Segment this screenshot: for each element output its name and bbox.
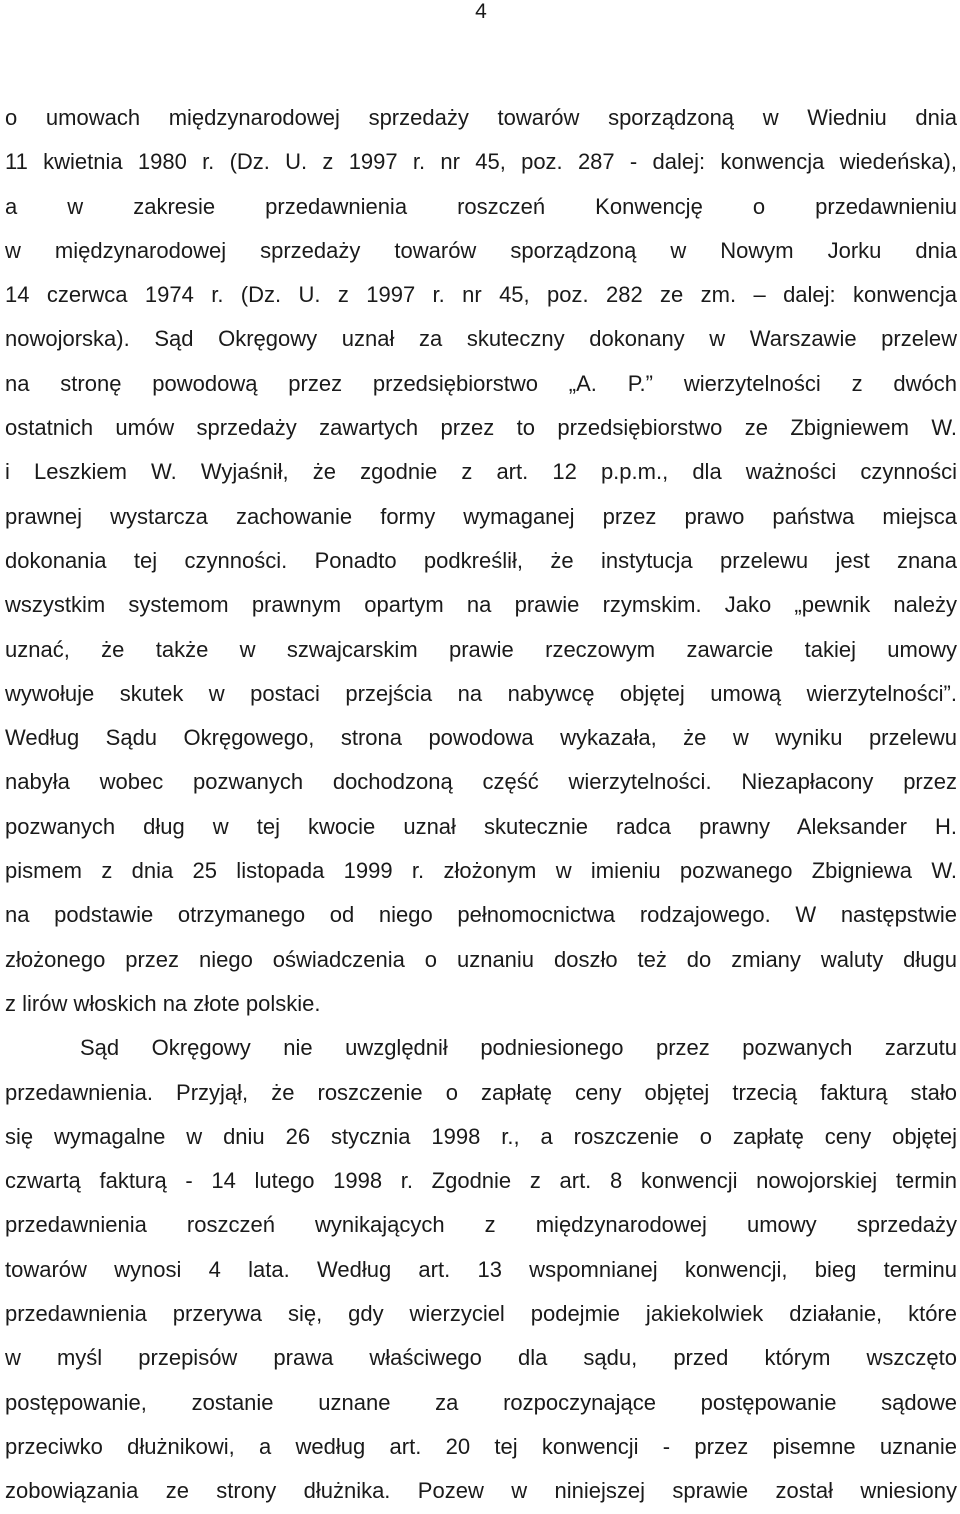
text-line: a w zakresie przedawnienia roszczeń Konwencję o przedawnieniu bbox=[5, 193, 957, 219]
text-line: przedawnienia roszczeń wynikających z międzynarodowej umowy sprzedaży bbox=[5, 1212, 957, 1238]
paragraph-last-line: z lirów włoskich na złote polskie. bbox=[5, 990, 321, 1016]
text-line: nowojorska). Sąd Okręgowy uznał za skuteczny dokonany w Warszawie przelew bbox=[5, 326, 957, 352]
text-line: wywołuje skutek w postaci przejścia na nabywcę objętej umową wierzytelności”. bbox=[5, 680, 957, 706]
text-line: Według Sądu Okręgowego, strona powodowa wykazała, że w wyniku przelewu bbox=[5, 725, 957, 751]
text-line: pozwanych dług w tej kwocie uznał skutecznie radca prawny Aleksander H. bbox=[5, 813, 957, 839]
text-line: uznać, że także w szwajcarskim prawie rzeczowym zawarcie takiej umowy bbox=[5, 636, 957, 662]
text-line: o umowach międzynarodowej sprzedaży towarów sporządzoną w Wiedniu dnia bbox=[5, 105, 957, 130]
text-line: wszystkim systemom prawnym opartym na prawie rzymskim. Jako „pewnik należy bbox=[5, 592, 957, 618]
page-number: 4 bbox=[475, 0, 487, 23]
text-line: złożonego przez niego oświadczenia o uznaniu doszło też do zmiany waluty długu bbox=[5, 946, 957, 972]
text-line: nabyła wobec pozwanych dochodzoną część wierzytelności. Niezapłacony przez bbox=[5, 769, 957, 795]
text-line: 14 czerwca 1974 r. (Dz. U. z 1997 r. nr 45, poz. 282 ze zm. – dalej: konwencja bbox=[5, 282, 957, 308]
text-line: towarów wynosi 4 lata. Według art. 13 wspomnianej konwencji, bieg terminu bbox=[5, 1256, 957, 1282]
text-line: na podstawie otrzymanego od niego pełnomocnictwa rodzajowego. W następstwie bbox=[5, 902, 957, 928]
document-body bbox=[5, 96, 957, 1514]
text-line: prawnej wystarcza zachowanie formy wymaganej przez prawo państwa miejsca bbox=[5, 503, 957, 529]
text-line: 11 kwietnia 1980 r. (Dz. U. z 1997 r. nr 45, poz. 287 - dalej: konwencja wiedeńska), bbox=[5, 149, 957, 175]
text-line: przedawnienia przerywa się, gdy wierzyciel podejmie jakiekolwiek działanie, które bbox=[5, 1301, 957, 1327]
text-line: czwartą fakturą - 14 lutego 1998 r. Zgodnie z art. 8 konwencji nowojorskiej termin bbox=[5, 1168, 957, 1194]
text-line: pismem z dnia 25 listopada 1999 r. złożonym w imieniu pozwanego Zbigniewa W. bbox=[5, 858, 957, 884]
text-line: się wymagalne w dniu 26 stycznia 1998 r., a roszczenie o zapłatę ceny objętej bbox=[5, 1123, 957, 1149]
text-line: zobowiązania ze strony dłużnika. Pozew w niniejszej sprawie został wniesiony bbox=[5, 1478, 957, 1504]
text-line: w myśl przepisów prawa właściwego dla sądu, przed którym wszczęto bbox=[5, 1345, 957, 1371]
text-line: i Leszkiem W. Wyjaśnił, że zgodnie z art. 12 p.p.m., dla ważności czynności bbox=[5, 459, 957, 485]
text-line: dokonania tej czynności. Ponadto podkreślił, że instytucja przelewu jest znana bbox=[5, 547, 957, 573]
text-line: przedawnienia. Przyjął, że roszczenie o zapłatę ceny objętej trzecią fakturą stało bbox=[5, 1079, 957, 1105]
text-line: postępowanie, zostanie uznane za rozpoczynające postępowanie sądowe bbox=[5, 1389, 957, 1415]
paragraph-first-line: Sąd Okręgowy nie uwzględnił podniesionego przez pozwanych zarzutu bbox=[80, 1035, 957, 1061]
text-line: ostatnich umów sprzedaży zawartych przez to przedsiębiorstwo ze Zbigniewem W. bbox=[5, 415, 957, 441]
text-line: w międzynarodowej sprzedaży towarów sporządzoną w Nowym Jorku dnia bbox=[5, 237, 957, 263]
text-line: przeciwko dłużnikowi, a według art. 20 tej konwencji - przez pisemne uznanie bbox=[5, 1433, 957, 1459]
text-line: na stronę powodową przez przedsiębiorstwo „A. P.” wierzytelności z dwóch bbox=[5, 370, 957, 396]
